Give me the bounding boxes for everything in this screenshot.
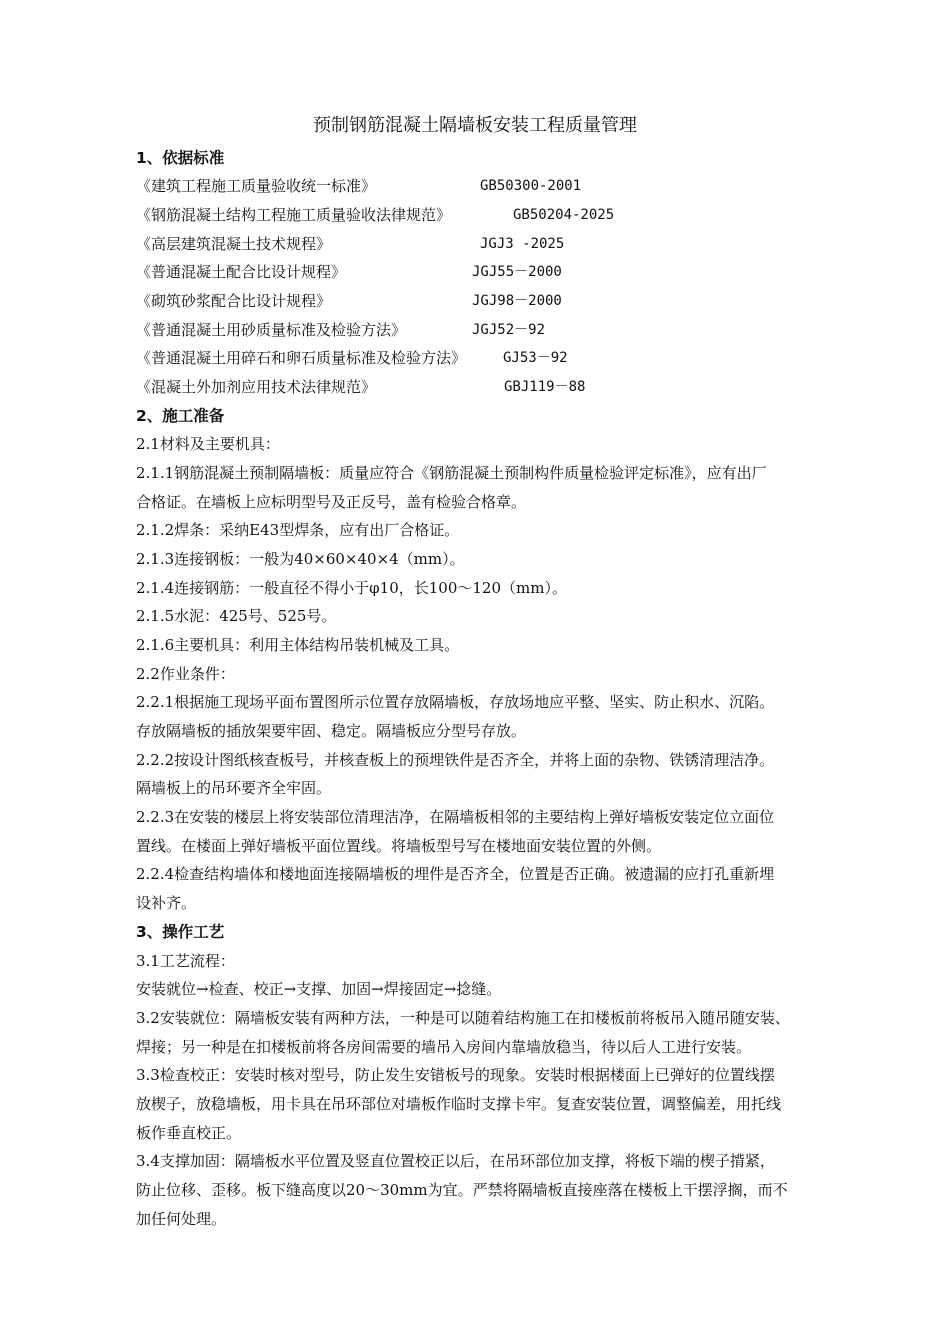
paragraph-line: 3.1工艺流程： [136, 952, 235, 970]
paragraph-line: 2.1.5水泥：425号、525号。 [136, 607, 337, 625]
standard-name: 《建筑工程施工质量验收统一标准》 [136, 177, 377, 195]
paragraph-line: 3.4支撑加固：隔墙板水平位置及竖直位置校正以后，在吊环部位加支撑，将板下端的楔子揹紧， [136, 1152, 775, 1170]
paragraph-line: 放楔子，放稳墙板，用卡具在吊环部位对墙板作临时支撑卡牢。复查安装位置，调整偏差，用托线 [136, 1095, 782, 1113]
standard-name: 《高层建筑混凝土技术规程》 [136, 235, 332, 253]
standard-code: GBJ119－88 [504, 379, 586, 395]
standard-name: 《砌筑砂浆配合比设计规程》 [136, 292, 332, 310]
standard-name: 《混凝土外加剂应用技术法律规范》 [136, 378, 377, 396]
paragraph-line: 合格证。在墙板上应标明型号及正反号，盖有检验合格章。 [136, 493, 527, 511]
paragraph-line: 2.1.3连接钢板：一般为40×60×40×4（mm）。 [136, 550, 465, 568]
document-title: 预制钢筋混凝土隔墙板安装工程质量管理 [313, 115, 637, 136]
standard-code: GB50204-2025 [513, 207, 615, 223]
standard-name: 《钢筋混凝土结构工程施工质量验收法律规范》 [136, 206, 452, 224]
paragraph-line: 防止位移、歪移。板下缝高度以20～30mm为宜。严禁将隔墙板直接座落在楼板上干摆浮搁，而不 [136, 1181, 788, 1199]
standard-code: JGJ52－92 [472, 322, 546, 338]
paragraph-line: 加任何处理。 [136, 1210, 227, 1228]
paragraph-line: 2.2.1根据施工现场平面布置图所示位置存放隔墙板，存放场地应平整、坚实、防止积水、沉陷。 [136, 693, 775, 711]
standard-code: GJ53－92 [503, 350, 568, 366]
paragraph-line: 2.1.6主要机具：利用主体结构吊装机械及工具。 [136, 636, 460, 654]
paragraph-line: 安装就位→检查、校正→支撑、加固→焊接固定→捻缝。 [136, 980, 502, 998]
section-3-heading: 3、操作工艺 [136, 923, 225, 941]
section-2-heading: 2、施工准备 [136, 407, 225, 425]
paragraph-line: 置线。在楼面上弹好墙板平面位置线。将墙板型号写在楼地面安装位置的外侧。 [136, 837, 662, 855]
standard-name: 《普通混凝土配合比设计规程》 [136, 263, 347, 281]
paragraph-line: 3.2安装就位：隔墙板安装有两种方法，一种是可以随着结构施工在扣楼板前将板吊入随吊随安装、 [136, 1009, 790, 1027]
paragraph-line: 2.1.4连接钢筋：一般直径不得小于φ10，长100～120（mm）。 [136, 579, 567, 597]
paragraph-line: 焊接；另一种是在扣楼板前将各房间需要的墙吊入房间内靠墙放稳当，待以后人工进行安装。 [136, 1038, 752, 1056]
paragraph-line: 2.2作业条件： [136, 665, 235, 683]
paragraph-line: 2.2.2按设计图纸核查板号，并核查板上的预埋铁件是否齐全，并将上面的杂物、铁锈清理洁净。 [136, 751, 775, 769]
section-1-heading: 1、依据标准 [136, 149, 225, 167]
paragraph-line: 2.2.3在安装的楼层上将安装部位清理洁净，在隔墙板相邻的主要结构上弹好墙板安装定位立面位 [136, 808, 775, 826]
paragraph-line: 隔墙板上的吊环要齐全牢固。 [136, 779, 332, 797]
paragraph-line: 设补齐。 [136, 894, 197, 912]
standard-code: JGJ55－2000 [472, 264, 562, 280]
paragraph-line: 2.1.1钢筋混凝土预制隔墙板：质量应符合《钢筋混凝土预制构件质量检验评定标准》，应有出厂 [136, 464, 767, 482]
paragraph-line: 2.2.4检查结构墙体和楼地面连接隔墙板的埋件是否齐全，位置是否正确。被遗漏的应打孔重新埋 [136, 865, 775, 883]
paragraph-line: 2.1.2焊条：采纳E43型焊条，应有出厂合格证。 [136, 521, 460, 539]
paragraph-line: 板作垂直校正。 [136, 1124, 242, 1142]
standard-code: JGJ98－2000 [472, 293, 562, 309]
paragraph-line: 2.1材料及主要机具： [136, 435, 280, 453]
standard-name: 《普通混凝土用砂质量标准及检验方法》 [136, 321, 407, 339]
standard-name: 《普通混凝土用碎石和卵石质量标准及检验方法》 [136, 349, 467, 367]
paragraph-line: 存放隔墙板的插放架要牢固、稳定。隔墙板应分型号存放。 [136, 722, 527, 740]
paragraph-line: 3.3检查校正：安装时核对型号，防止发生安错板号的现象。安装时根据楼面上已弹好的位置线摆 [136, 1066, 775, 1084]
standard-code: GB50300-2001 [480, 178, 582, 194]
standard-code: JGJ3 -2025 [480, 236, 565, 252]
